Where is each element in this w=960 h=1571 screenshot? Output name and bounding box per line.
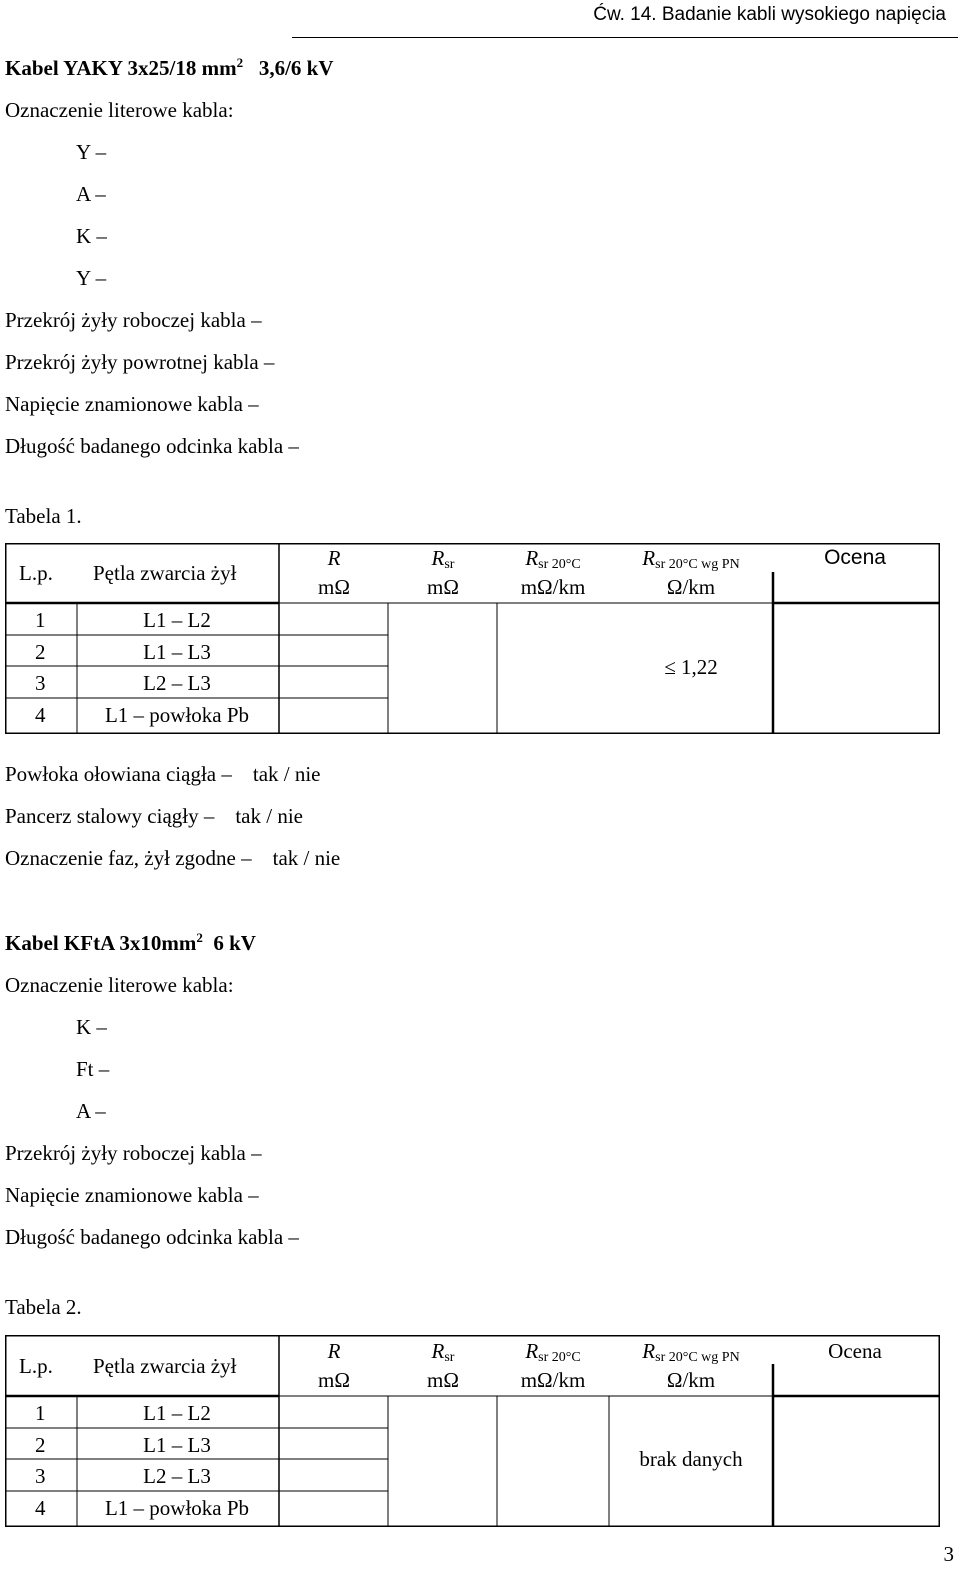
cable2-param: Napięcie znamionowe kabla – bbox=[5, 1183, 259, 1207]
table2-header-lp: L.p. bbox=[19, 1354, 53, 1378]
cable2-letter: Ft – bbox=[76, 1057, 110, 1081]
table1-row-loop: L1 – L3 bbox=[143, 640, 211, 664]
table1-header-r: R bbox=[327, 546, 341, 570]
table2-row-loop: L1 – powłoka Pb bbox=[104, 1496, 250, 1520]
cable1-param: Przekrój żyły powrotnej kabla – bbox=[5, 350, 275, 374]
table1-header-rsr: $R_{sr}$ bbox=[431, 546, 455, 572]
cable1-letter: K – bbox=[76, 224, 107, 248]
table1-header-loop: Pętla zwarcia żył bbox=[93, 561, 237, 585]
cable2-letter: K – bbox=[76, 1015, 107, 1039]
table2-row-lp: 1 bbox=[35, 1401, 46, 1425]
cable1-param: Przekrój żyły roboczej kabla – bbox=[5, 308, 262, 332]
cable2-param: Przekrój żyły roboczej kabla – bbox=[5, 1141, 262, 1165]
table2-row-loop: L1 – L2 bbox=[143, 1401, 211, 1425]
table1-label: Tabela 1. bbox=[5, 504, 82, 528]
table1-header-lp: L.p. bbox=[19, 561, 53, 585]
cable1-param: Długość badanego odcinka kabla – bbox=[5, 434, 299, 458]
table2-header-rsr20: $R_{sr 20^\circ C}$ bbox=[525, 1339, 581, 1365]
table1-header-rsr20: $R_{sr 20^\circ C}$ bbox=[525, 546, 581, 572]
table1-row-loop: L1 – powłoka Pb bbox=[104, 703, 250, 727]
table2-row-lp: 3 bbox=[35, 1464, 46, 1488]
table2-row-loop: L2 – L3 bbox=[143, 1464, 211, 1488]
table2-row-lp: 2 bbox=[35, 1433, 46, 1457]
cable2-title: Kabel KFtA $3x10mm^2$ 6 kV bbox=[5, 930, 256, 955]
page-header-title: Ćw. 14. Badanie kabli wysokiego napięcia bbox=[593, 4, 946, 25]
measurement-table-1 bbox=[5, 543, 940, 734]
table2-unit-r: mΩ bbox=[318, 1368, 350, 1392]
header-rule bbox=[292, 37, 958, 38]
table2-label: Tabela 2. bbox=[5, 1295, 82, 1319]
table2-header-rsrpn: Rsr 20°C wg PN bbox=[642, 1339, 740, 1365]
table1-unit-rsrpn: Ω/km bbox=[666, 575, 716, 599]
cable1-letter: A – bbox=[76, 182, 106, 206]
table1-pn-value: ≤ 1,22 bbox=[664, 655, 718, 679]
table2-unit-rsr: mΩ bbox=[427, 1368, 459, 1392]
table1-row-lp: 4 bbox=[35, 703, 46, 727]
check-phase-marking: Oznaczenie faz, żył zgodne – tak / nie bbox=[5, 846, 341, 870]
table2-header-r: R bbox=[327, 1339, 341, 1363]
check-lead-sheath: Powłoka ołowiana ciągła – tak / nie bbox=[5, 762, 321, 786]
table1-row-lp: 3 bbox=[35, 671, 46, 695]
table1-unit-rsr: mΩ bbox=[427, 575, 459, 599]
table1-unit-r: mΩ bbox=[318, 575, 350, 599]
table2-pn-value: brak danych bbox=[639, 1447, 743, 1471]
table2-header-rsr: $R_{sr}$ bbox=[431, 1339, 455, 1365]
table2-unit-rsrpn: Ω/km bbox=[666, 1368, 716, 1392]
check-steel-armor: Pancerz stalowy ciągły – tak / nie bbox=[5, 804, 303, 828]
cable1-designation-label: Oznaczenie literowe kabla: bbox=[5, 98, 234, 122]
table1-row-loop: L1 – L2 bbox=[143, 608, 211, 632]
cable2-letter: A – bbox=[76, 1099, 106, 1123]
table1-row-lp: 1 bbox=[35, 608, 46, 632]
table2-row-loop: L1 – L3 bbox=[143, 1433, 211, 1457]
cable2-designation-label: Oznaczenie literowe kabla: bbox=[5, 973, 234, 997]
table2-header-ocena: Ocena bbox=[828, 1339, 882, 1363]
table1-header-rsrpn: Rsr 20°C wg PN bbox=[642, 546, 740, 572]
page-number: 3 bbox=[943, 1542, 954, 1566]
cable1-letter: Y – bbox=[76, 140, 107, 164]
table2-row-lp: 4 bbox=[35, 1496, 46, 1520]
table2-header-loop: Pętla zwarcia żył bbox=[93, 1354, 237, 1378]
table1-unit-rsr20: mΩ/km bbox=[520, 575, 586, 599]
cable1-letter: Y – bbox=[76, 266, 107, 290]
table1-row-lp: 2 bbox=[35, 640, 46, 664]
table1-header-ocena: Ocena bbox=[824, 546, 886, 569]
table2-unit-rsr20: mΩ/km bbox=[520, 1368, 586, 1392]
cable2-param: Długość badanego odcinka kabla – bbox=[5, 1225, 299, 1249]
measurement-table-2 bbox=[5, 1335, 940, 1527]
cable1-title: Kabel YAKY 3x25/18 $mm^2$ 3,6/6 kV bbox=[5, 55, 334, 80]
table1-row-loop: L2 – L3 bbox=[143, 671, 211, 695]
cable1-param: Napięcie znamionowe kabla – bbox=[5, 392, 259, 416]
